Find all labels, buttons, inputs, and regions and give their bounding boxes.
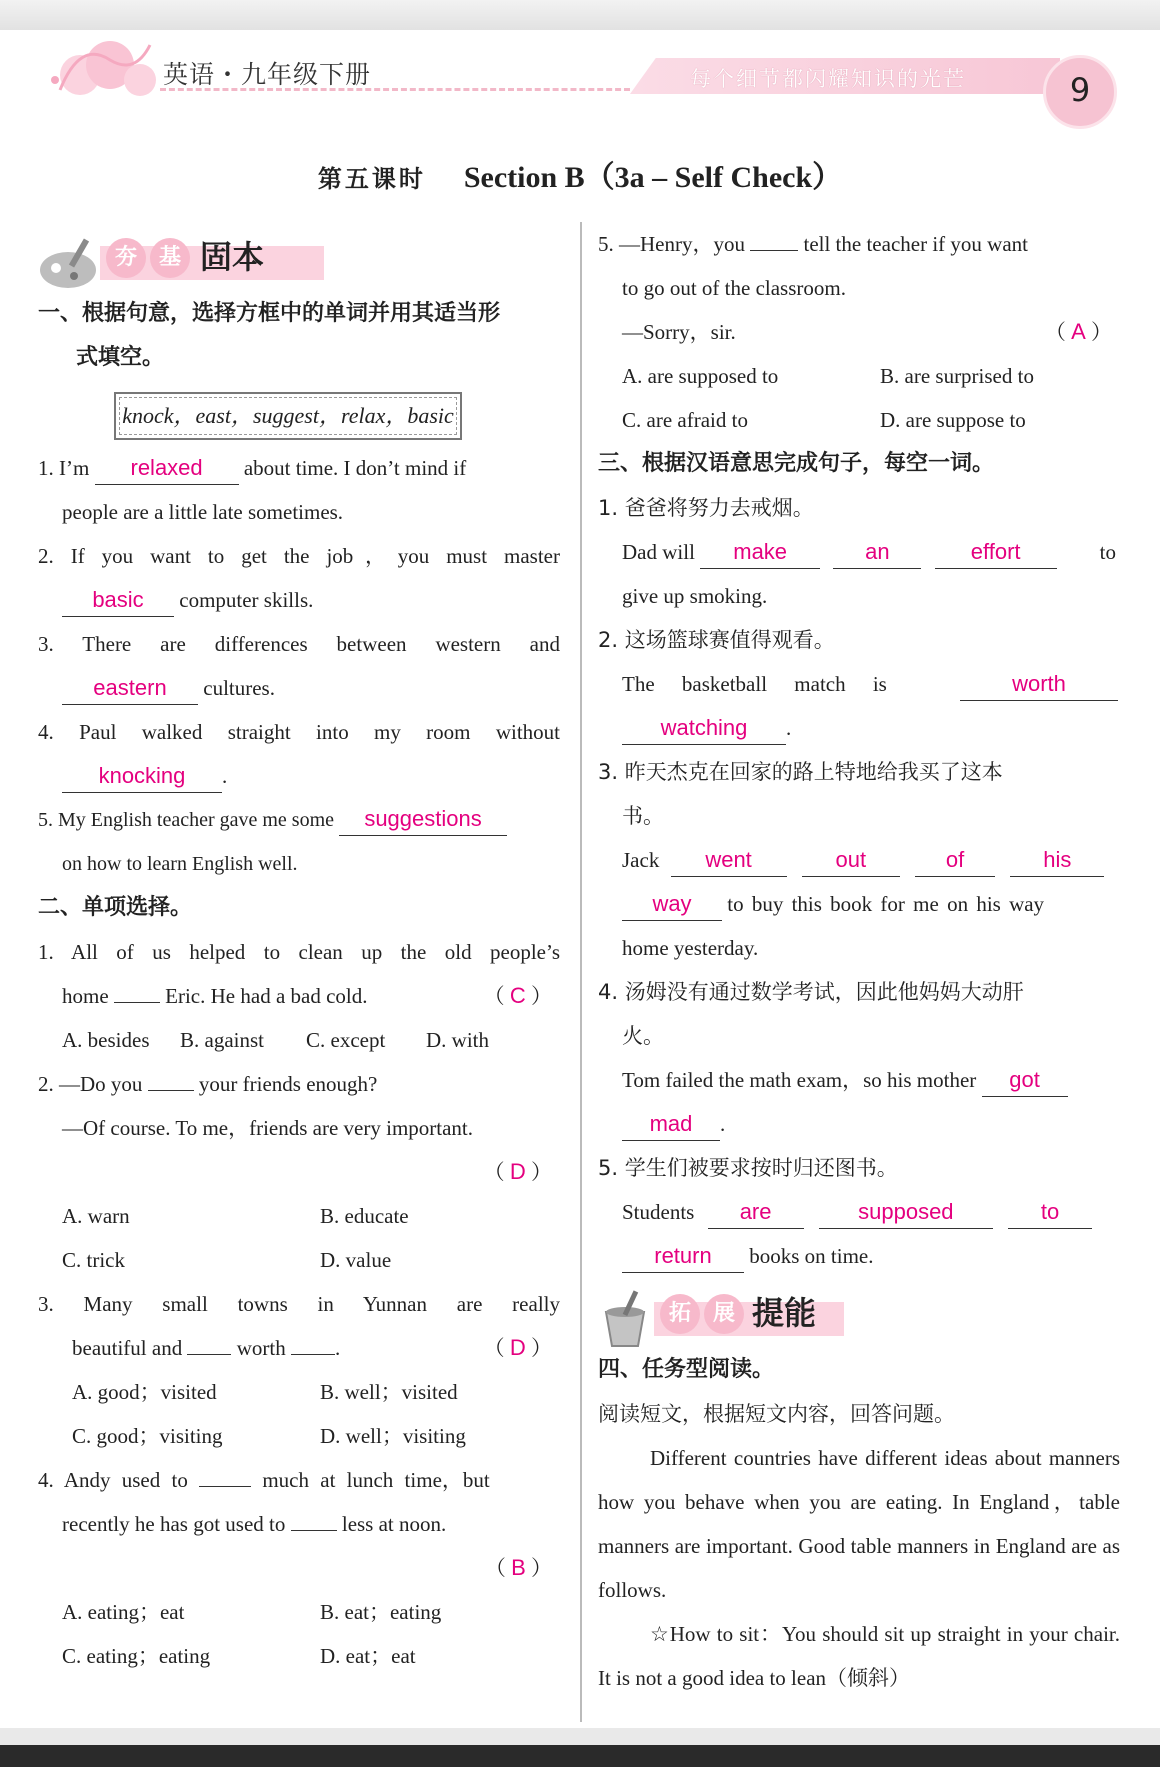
- p1-q5: [38, 798, 560, 842]
- q-text: less at noon.: [341, 1512, 447, 1536]
- p3-s2-cont: watching .: [598, 706, 1120, 750]
- p3-s2-cn: 2. 这场篮球赛值得观看。: [598, 628, 835, 652]
- answer-blank: effort: [935, 536, 1057, 569]
- p3-s3-cont2: home yesterday.: [622, 936, 759, 960]
- top-shade: [0, 0, 1160, 30]
- p2-q5-options-ab: [598, 354, 1120, 398]
- paint-palette-icon: [38, 234, 104, 290]
- p2-q1: 1. All of us helped to clean up the old people’s: [38, 940, 560, 964]
- option: D. are suppose to: [880, 408, 1026, 432]
- option: A. are supposed to: [622, 364, 779, 388]
- empty-blank: [750, 222, 798, 251]
- p3-s1-cn: 1. 爸爸将努力去戒烟。: [598, 496, 814, 520]
- p2-q3-options-ab: [38, 1370, 560, 1414]
- answer-blank: supposed: [819, 1196, 993, 1229]
- page-number: 9: [1069, 71, 1091, 109]
- p2-q1-options: [38, 1018, 560, 1062]
- banner-consolidate: [38, 226, 560, 292]
- p3-s3-cn-cont: 书。: [622, 804, 664, 828]
- answer-blank: to: [1008, 1196, 1092, 1229]
- q-text: to buy this book for me on his way: [727, 892, 1045, 916]
- option: C. eating；eating: [62, 1644, 211, 1668]
- q-text: recently he has got used to: [62, 1512, 286, 1536]
- choice-answer: D: [509, 1335, 526, 1360]
- lesson-title: [0, 152, 1160, 196]
- answer-blank: eastern: [62, 672, 198, 705]
- answer-blank: way: [622, 888, 722, 921]
- answer-blank: his: [1010, 844, 1104, 877]
- answer-blank: an: [833, 536, 921, 569]
- paint-bucket-icon: [598, 1290, 654, 1350]
- answer-blank: mad: [622, 1108, 720, 1141]
- answer-blank: worth: [960, 668, 1118, 701]
- word-box: knock，east，suggest，relax，basic: [114, 392, 462, 440]
- option: B. well；visited: [320, 1380, 458, 1404]
- option: B. eat；eating: [320, 1600, 442, 1624]
- q-text: 4. Andy used to: [38, 1468, 188, 1492]
- lesson-title-cn: 第五课时: [317, 165, 426, 193]
- answer-paren: （ C ）: [483, 983, 552, 1008]
- answer-paren: （ A ）: [1044, 319, 1112, 344]
- p1-q1-cont: people are a little late sometimes.: [62, 500, 344, 524]
- q-text: your friends enough?: [198, 1072, 378, 1096]
- answer-blank: make: [700, 536, 820, 569]
- answer-blank: suggestions: [339, 803, 507, 836]
- p2-q1-cont: [38, 974, 560, 1018]
- p1-q3: 3. There are differences between western and: [38, 632, 560, 656]
- q-text: Eric. He had a bad cold.: [165, 984, 368, 1008]
- answer-blank: went: [671, 844, 787, 877]
- q-text: 1. I’m: [38, 456, 90, 480]
- part1-heading: 一、根据句意，选择方框中的单词并用其适当形: [38, 301, 501, 326]
- answer-blank: got: [982, 1064, 1068, 1097]
- p2-q3: 3. Many small towns in Yunnan are really: [38, 1292, 560, 1316]
- p2-q2-paren-line: [38, 1150, 560, 1194]
- p2-q2: [38, 1062, 560, 1106]
- empty-blank: [291, 1326, 335, 1355]
- answer-paren: （ B ）: [484, 1555, 552, 1580]
- option: B. educate: [320, 1204, 409, 1228]
- p2-q5-cont: to go out of the classroom.: [622, 276, 846, 300]
- right-column: [598, 222, 1120, 1700]
- p3-s4-cn: 4. 汤姆没有通过数学考试，因此他妈妈大动肝: [598, 980, 1024, 1004]
- option: A. eating；eat: [62, 1600, 185, 1624]
- p2-q2-options-ab: [38, 1194, 560, 1238]
- p1-q3-cont: [38, 666, 560, 710]
- p1-q4: 4. Paul walked straight into my room without: [38, 720, 560, 744]
- option: B. against: [180, 1028, 264, 1052]
- option: B. are surprised to: [880, 364, 1034, 388]
- answer-blank: watching: [622, 712, 786, 745]
- part4-instruction: 阅读短文，根据短文内容，回答问题。: [598, 1402, 955, 1426]
- banner-circle: 基: [150, 238, 190, 278]
- bottom-bar: [0, 1745, 1160, 1767]
- p2-q4-cont: [38, 1502, 560, 1546]
- answer-blank: knocking: [62, 760, 222, 793]
- p3-s4-en: [598, 1058, 1120, 1102]
- p1-q4-cont: knocking .: [38, 754, 560, 798]
- p2-q3-options-cd: [38, 1414, 560, 1458]
- p1-q5-cont: on how to learn English well.: [62, 853, 298, 875]
- answer-paren: （ D ）: [483, 1335, 552, 1360]
- answer-blank: are: [708, 1196, 804, 1229]
- option: D. eat；eat: [320, 1644, 416, 1668]
- p2-q4: [38, 1458, 560, 1502]
- p2-q5-options-cd: [598, 398, 1120, 442]
- empty-blank: [291, 1502, 337, 1531]
- p3-s1-en: [598, 530, 1120, 574]
- banner-label: 提能: [752, 1294, 817, 1332]
- p3-s5-cont: [598, 1234, 1120, 1278]
- left-column: [38, 226, 560, 1678]
- q-text: —Sorry，sir.: [622, 320, 736, 344]
- p3-s4-cn-cont: 火。: [622, 1024, 664, 1048]
- p3-s3-cont: [598, 882, 1120, 926]
- header-motto: 每个细节都闪耀知识的光芒: [690, 67, 966, 91]
- banner-circle: 展: [704, 1294, 744, 1334]
- banner-label: 固本: [200, 238, 265, 276]
- option: D. with: [426, 1028, 489, 1052]
- choice-answer: A: [1071, 319, 1086, 344]
- q-text: about time. I don’t mind if: [243, 456, 467, 480]
- p1-q2: 2. If you want to get the job，you must master: [38, 544, 560, 568]
- p2-q4-options-ab: [38, 1590, 560, 1634]
- part3-heading: 三、根据汉语意思完成句子，每空一词。: [598, 451, 995, 476]
- q-text: beautiful and: [72, 1336, 183, 1360]
- empty-blank: [148, 1062, 194, 1091]
- flower-ornament-icon: [40, 20, 170, 110]
- option: A. besides: [62, 1028, 150, 1052]
- p1-q2-cont: [38, 578, 560, 622]
- option: C. except: [306, 1028, 386, 1052]
- p3-s1-cont: give up smoking.: [622, 584, 768, 608]
- p3-s5-en: [598, 1190, 1120, 1234]
- p2-q2-options-cd: [38, 1238, 560, 1282]
- q-text: Students: [622, 1200, 695, 1224]
- header-dash-line: [160, 88, 630, 91]
- option: A. good；visited: [72, 1380, 217, 1404]
- q-text: 2. —Do you: [38, 1072, 143, 1096]
- answer-blank: return: [622, 1240, 744, 1273]
- option: C. trick: [62, 1248, 125, 1272]
- page-number-badge: [1043, 55, 1117, 129]
- column-divider: [580, 222, 582, 1722]
- reading-para-2: ☆How to sit：You should sit up straight in your chair. It is not a good idea to lean（倾斜）: [598, 1622, 1120, 1690]
- q-text: cultures.: [203, 676, 275, 700]
- choice-answer: C: [509, 983, 526, 1008]
- option: D. value: [320, 1248, 392, 1272]
- p3-s3-cn: 3. 昨天杰克在回家的路上特地给我买了这本: [598, 760, 1003, 784]
- option: C. good；visiting: [72, 1424, 223, 1448]
- answer-blank: out: [802, 844, 900, 877]
- empty-blank: [114, 974, 160, 1003]
- q-text: to: [1099, 540, 1116, 564]
- option: C. are afraid to: [622, 408, 748, 432]
- p2-q5: [598, 222, 1120, 266]
- q-text: Jack: [622, 848, 660, 872]
- q-text: The basketball match is: [622, 672, 887, 696]
- q-text: computer skills.: [179, 588, 314, 612]
- q-text: much at lunch time，but: [262, 1468, 490, 1492]
- p2-q4-paren-line: [38, 1546, 560, 1590]
- empty-blank: [199, 1458, 251, 1487]
- p3-s2-en: [598, 662, 1120, 706]
- q-text: home: [62, 984, 109, 1008]
- q-text: Tom failed the math exam，so his mother: [622, 1068, 977, 1092]
- book-title: 英语・九年级下册: [163, 60, 372, 89]
- p3-s3-en: [598, 838, 1120, 882]
- p3-s5-cn: 5. 学生们被要求按时归还图书。: [598, 1156, 898, 1180]
- q-text: books on time.: [749, 1244, 874, 1268]
- option: D. well；visiting: [320, 1424, 466, 1448]
- q-text: 5. —Henry，you: [598, 232, 745, 256]
- q-text: worth: [236, 1336, 286, 1360]
- p1-q1: [38, 446, 560, 490]
- q-text: tell the teacher if you want: [803, 232, 1028, 256]
- p2-q3-cont: beautiful and worth . （ D ）: [38, 1326, 560, 1370]
- answer-paren: （ D ）: [483, 1159, 552, 1184]
- part2-heading: 二、单项选择。: [38, 895, 193, 920]
- part1-heading-cont: 式填空。: [76, 345, 165, 370]
- p2-q2-cont: —Of course. To me，friends are very important.: [62, 1116, 474, 1140]
- answer-blank: basic: [62, 584, 174, 617]
- p2-q4-options-cd: [38, 1634, 560, 1678]
- lesson-title-en: Section B（3a – Self Check）: [463, 161, 843, 194]
- choice-answer: D: [509, 1159, 526, 1184]
- banner-circle: 拓: [660, 1294, 700, 1334]
- part4-heading: 四、任务型阅读。: [598, 1357, 775, 1382]
- reading-para-1: Different countries have different ideas about manners how you behave when you are eating. In England，table manners are important. Good table manners in England are as follows.: [598, 1446, 1120, 1602]
- p2-q5-reply: [598, 310, 1120, 354]
- q-text: 5. My English teacher gave me some: [38, 809, 335, 831]
- choice-answer: B: [511, 1555, 526, 1580]
- answer-blank: of: [915, 844, 995, 877]
- answer-blank: relaxed: [95, 452, 239, 485]
- banner-extend: [598, 1282, 1120, 1348]
- banner-circle: 夯: [106, 238, 146, 278]
- option: A. warn: [62, 1204, 130, 1228]
- q-text: Dad will: [622, 540, 695, 564]
- p3-s4-cont: mad .: [598, 1102, 1120, 1146]
- empty-blank: [187, 1326, 231, 1355]
